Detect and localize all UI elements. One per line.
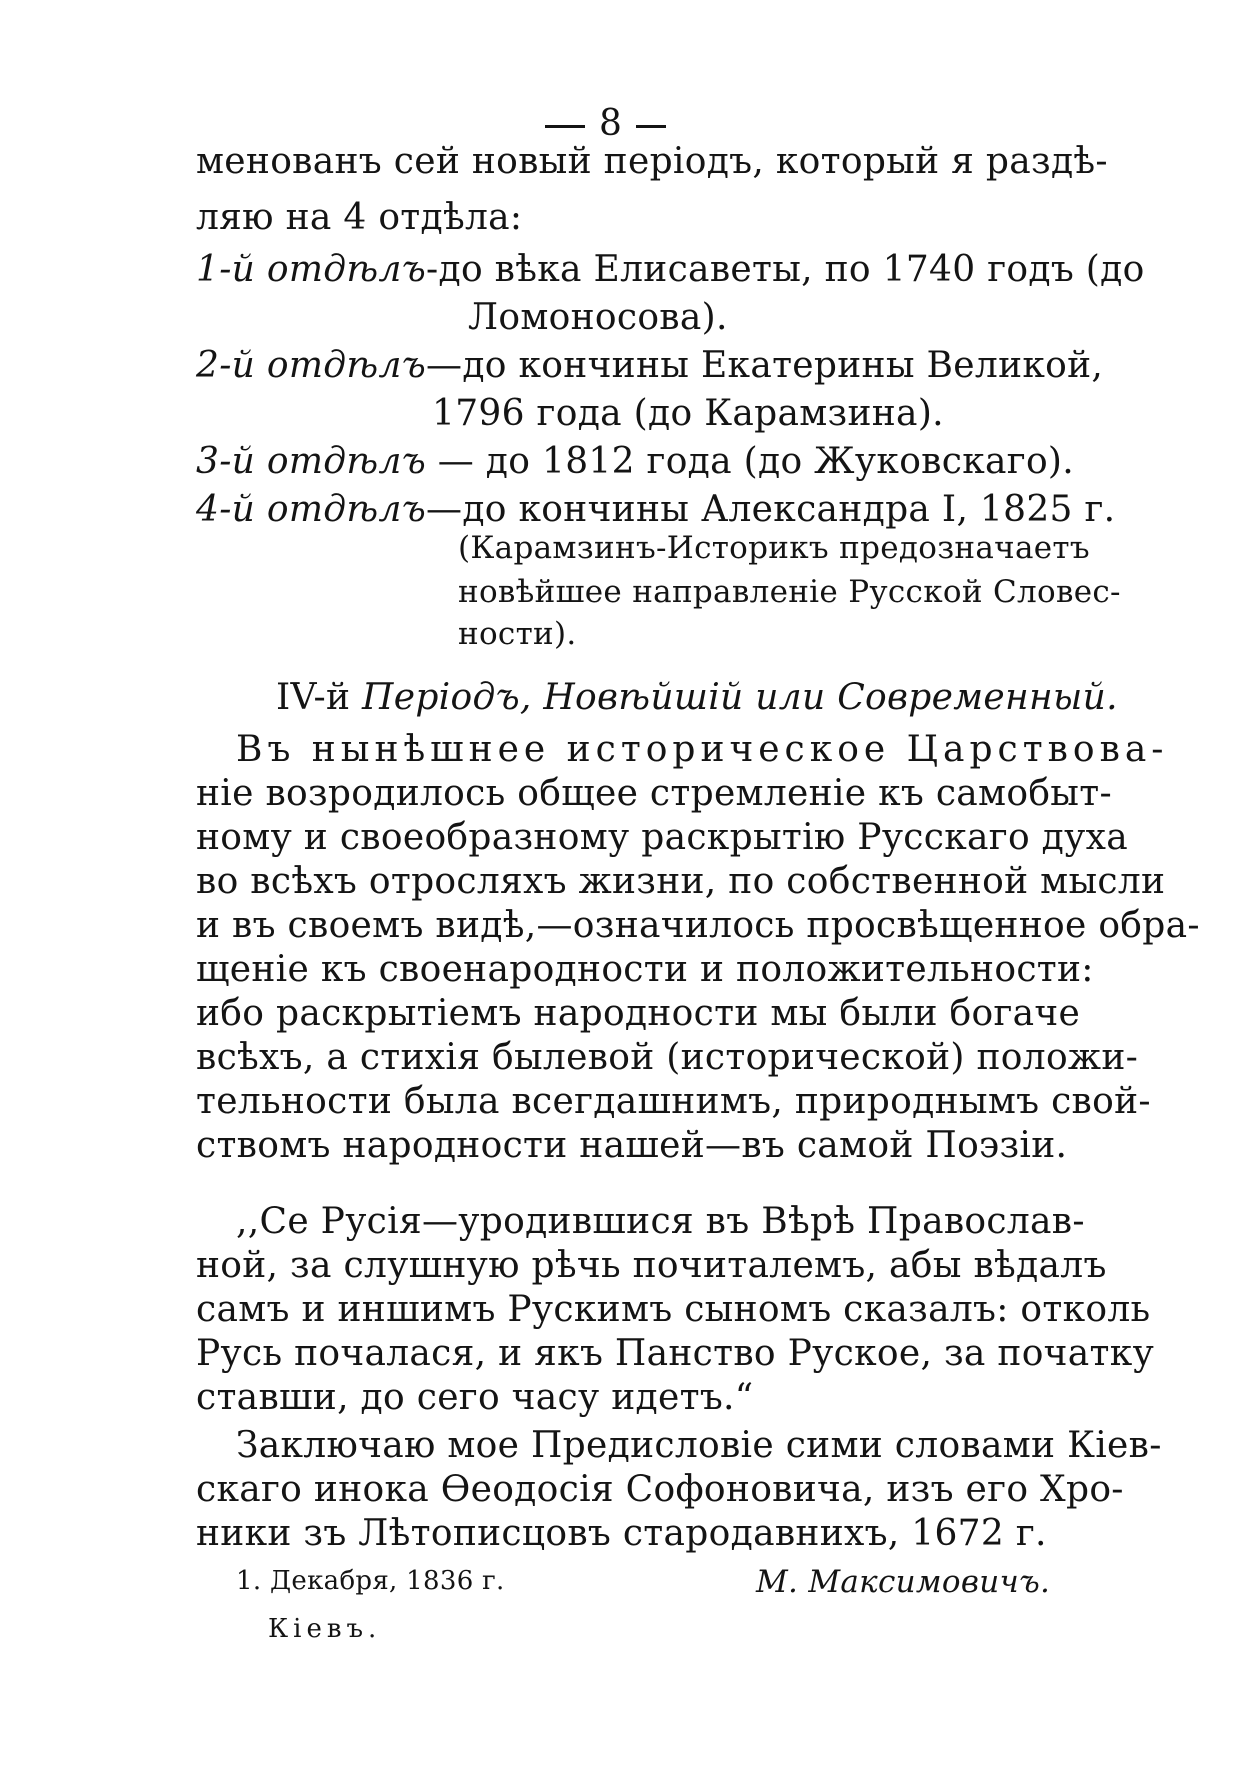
section-4-label: 4-й отдѣлъ (196, 489, 427, 530)
paragraph-1-line: ствомъ народности нашей—въ самой Поэзіи. (196, 1125, 1068, 1166)
section-3-label: 3-й отдѣлъ (196, 441, 427, 482)
page-number-value: 8 (599, 103, 622, 144)
note-line-2: новѣйшее направленіе Русской Словес- (458, 574, 1121, 610)
paragraph-1-line: щеніе къ своенародности и положительности: (196, 949, 1094, 990)
page-number (545, 104, 715, 144)
section-1 (196, 248, 1145, 292)
ornament-dash-left (545, 125, 585, 128)
period-title: Періодъ, Новѣйшій или Современный. (362, 677, 1118, 718)
period-label: IV-й (276, 677, 363, 718)
section-1-label: 1-й отдѣлъ (196, 249, 427, 290)
section-4 (196, 488, 1115, 532)
paragraph-1-line: во всѣхъ отросляхъ жизни, по собственной мысли (196, 861, 1166, 902)
section-2 (196, 344, 1103, 388)
paragraph-1-line: и въ своемъ видѣ,—означилось просвѣщенное обра- (196, 905, 1200, 946)
quote-line: Русь почалася, и якъ Панство Руское, за початку (196, 1333, 1155, 1374)
section-3-text: — до 1812 года (до Жуковскаго). (426, 441, 1074, 482)
section-1-text: -до вѣка Елисаветы, по 1740 годъ (до (426, 249, 1145, 290)
quote-line: самъ и иншимъ Рускимъ сыномъ сказалъ: отколь (196, 1289, 1151, 1330)
signature-place: Кіевъ. (268, 1614, 382, 1644)
note-line-3: ности). (458, 616, 577, 652)
signature-date: 1. Декабря, 1836 г. (236, 1566, 505, 1596)
section-2-continuation: 1796 года (до Карамзина). (432, 393, 944, 434)
intro-line-1: менованъ сей новый періодъ, который я раздѣ- (196, 141, 1108, 182)
paragraph-1-line: ніе возродилось общее стремленіе къ самобыт- (196, 773, 1112, 814)
closing-line: Заключаю мое Предисловіе сими словами Кіев- (236, 1425, 1162, 1466)
ornament-dash-right (636, 125, 666, 128)
paragraph-1-line: тельности была всегдашнимъ, природнымъ свой- (196, 1081, 1151, 1122)
closing-line: ники зъ Лѣтописцовъ стародавнихъ, 1672 г. (196, 1513, 1047, 1554)
section-3 (196, 440, 1074, 484)
section-2-label: 2-й отдѣлъ (196, 345, 427, 386)
paragraph-1-line: Въ нынѣшнее историческое Царствова- (236, 729, 1169, 770)
closing-line: скаго инока Ѳеодосія Софоновича, изъ его Хро- (196, 1469, 1124, 1510)
note-line-1: (Карамзинъ-Историкъ предозначаетъ (458, 530, 1090, 566)
quote-line: ной, за слушную рѣчь почиталемъ, абы вѣдалъ (196, 1245, 1107, 1286)
section-4-text: —до кончины Александра I, 1825 г. (426, 489, 1116, 530)
intro-line-2: ляю на 4 отдѣла: (196, 197, 523, 238)
quote-line: ,,Се Русія—уродившися въ Вѣрѣ Православ- (236, 1201, 1085, 1242)
paragraph-1-line: всѣхъ, а стихія былевой (исторической) положи- (196, 1037, 1139, 1078)
paragraph-1-line: ному и своеобразному раскрытію Русскаго духа (196, 817, 1128, 858)
section-2-text: —до кончины Екатерины Великой, (426, 345, 1104, 386)
section-1-continuation: Ломоносова). (468, 297, 728, 338)
paragraph-1-line: ибо раскрытіемъ народности мы были богаче (196, 993, 1081, 1034)
period-heading (276, 676, 1118, 720)
quote-line: ставши, до сего часу идетъ.“ (196, 1377, 754, 1418)
signature-author: М. Максимовичъ. (756, 1564, 1051, 1600)
